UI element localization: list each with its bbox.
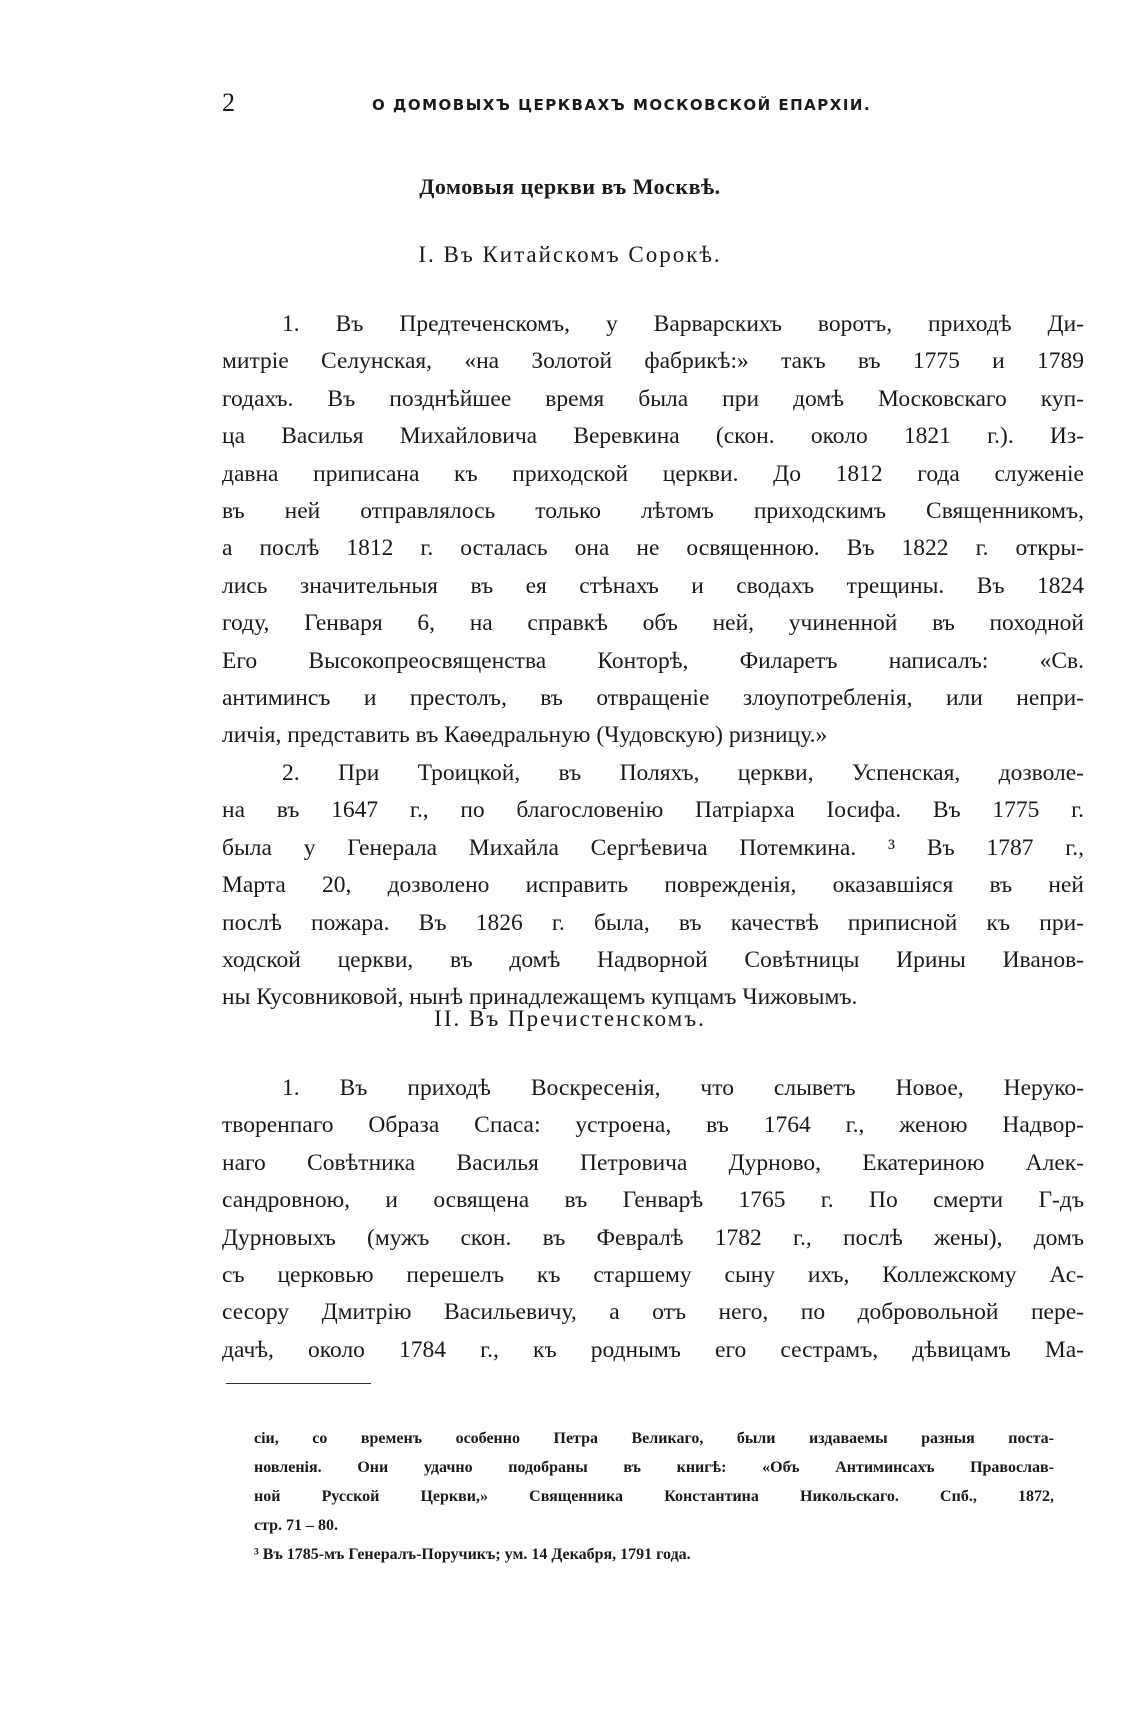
- footnote-line: стр. 71 – 80.: [254, 1517, 339, 1534]
- text-line: на въ 1647 г., по благословенiю Патрiарха Iосифа. Въ 1775 г.: [222, 797, 1084, 824]
- text-line: лись значительныя въ ея стѣнахъ и сводахъ трещины. Въ 1824: [222, 572, 1084, 599]
- running-header: [222, 88, 922, 128]
- text-line: сандровною, и освящена въ Генварѣ 1765 г. По смерти Г-дъ: [222, 1187, 1084, 1214]
- text-line: сесору Дмитрiю Васильевичу, а отъ него, по добровольной пере-: [222, 1299, 1084, 1326]
- footnote-divider: [226, 1383, 371, 1384]
- text-line: 1. Въ приходѣ Воскресенiя, что слыветъ Новое, Неруко-: [282, 1075, 1084, 1101]
- text-line: послѣ пожара. Въ 1826 г. была, въ качествѣ приписной къ при-: [222, 909, 1084, 936]
- text-line: съ церковью перешелъ къ старшему сыну ихъ, Коллежскому Ас-: [222, 1262, 1084, 1289]
- running-title: О ДОМОВЫХЪ ЦЕРКВАХЪ МОСКОВСКОЙ ЕПАРХIИ.: [372, 96, 872, 114]
- footnote-line: сiи, со временъ особенно Петра Великаго, были издаваемы разныя поста-: [254, 1430, 1054, 1447]
- section-heading-2: II. Въ Пречистенскомъ.: [434, 1006, 706, 1031]
- footnote-line: ной Русской Церкви,» Священника Константина Никольскаго. Спб., 1872,: [254, 1488, 1054, 1505]
- footnote-line: новленiя. Они удачно подобраны въ книгѣ: «Объ Антиминсахъ Православ-: [254, 1459, 1054, 1476]
- text-line: была у Генерала Михайла Сергѣевича Потемкина. ³ Въ 1787 г.,: [222, 834, 1084, 861]
- text-line: а послѣ 1812 г. осталась она не освященною. Въ 1822 г. откры-: [222, 535, 1084, 562]
- text-line: 2. При Троицкой, въ Поляхъ, церкви, Успенская, дозволе-: [282, 759, 1084, 786]
- section-2-body: [222, 1070, 1084, 1369]
- text-line: антиминсъ и престолъ, въ отвращенiе злоупотребленiя, или непри-: [222, 685, 1084, 712]
- text-line: году, Генваря 6, на справкѣ объ ней, учиненной въ походной: [222, 610, 1084, 637]
- text-line: Его Высокопреосвященства Конторѣ, Филаретъ написалъ: «Св.: [222, 647, 1084, 674]
- page-number: 2: [222, 88, 235, 117]
- text-line: годахъ. Въ позднѣйшее время была при домѣ Московскаго куп-: [222, 385, 1084, 412]
- text-line: творенпаго Образа Спаса: устроена, въ 1764 г., женою Надвор-: [222, 1112, 1084, 1139]
- section-1-body: [222, 306, 1084, 1017]
- text-line: давна приписана къ приходской церкви. До 1812 года служенiе: [222, 460, 1084, 487]
- text-line: личiя, представить въ Каѳедральную (Чудовскую) ризницу.»: [222, 722, 828, 749]
- footnote-3: ³ Въ 1785-мъ Генералъ-Поручикъ; ум. 14 Декабря, 1791 года.: [254, 1546, 691, 1563]
- text-line: наго Совѣтника Василья Петровича Дурново, Екатериною Алек-: [222, 1149, 1084, 1176]
- text-line: ходской церкви, въ домѣ Надворной Совѣтницы Ирины Иванов-: [222, 946, 1084, 973]
- text-line: дачѣ, около 1784 г., къ роднымъ его сестрамъ, дѣвицамъ Ма-: [222, 1336, 1084, 1363]
- text-line: въ ней отправлялось только лѣтомъ приходскимъ Священникомъ,: [222, 498, 1084, 525]
- text-line: ны Кусовниковой, нынѣ принадлежащемъ купцамъ Чижовымъ.: [222, 984, 858, 1011]
- section-heading-1: I. Въ Китайскомъ Сорокѣ.: [418, 242, 722, 267]
- text-line: Марта 20, дозволено исправить поврежденiя, оказавшiяся въ ней: [222, 872, 1084, 899]
- text-line: 1. Въ Предтеченскомъ, у Варварскихъ воротъ, приходѣ Ди-: [282, 311, 1084, 337]
- text-line: Дурновыхъ (мужъ скон. въ Февралѣ 1782 г., послѣ жены), домъ: [222, 1224, 1084, 1251]
- page-title: Домовыя церкви въ Москвѣ.: [419, 174, 721, 199]
- text-line: митрiе Селунская, «на Золотой фабрикѣ:» такъ въ 1775 и 1789: [222, 348, 1084, 375]
- footnotes: [254, 1424, 1054, 1569]
- text-line: ца Василья Михайловича Веревкина (скон. около 1821 г.). Из-: [222, 423, 1084, 450]
